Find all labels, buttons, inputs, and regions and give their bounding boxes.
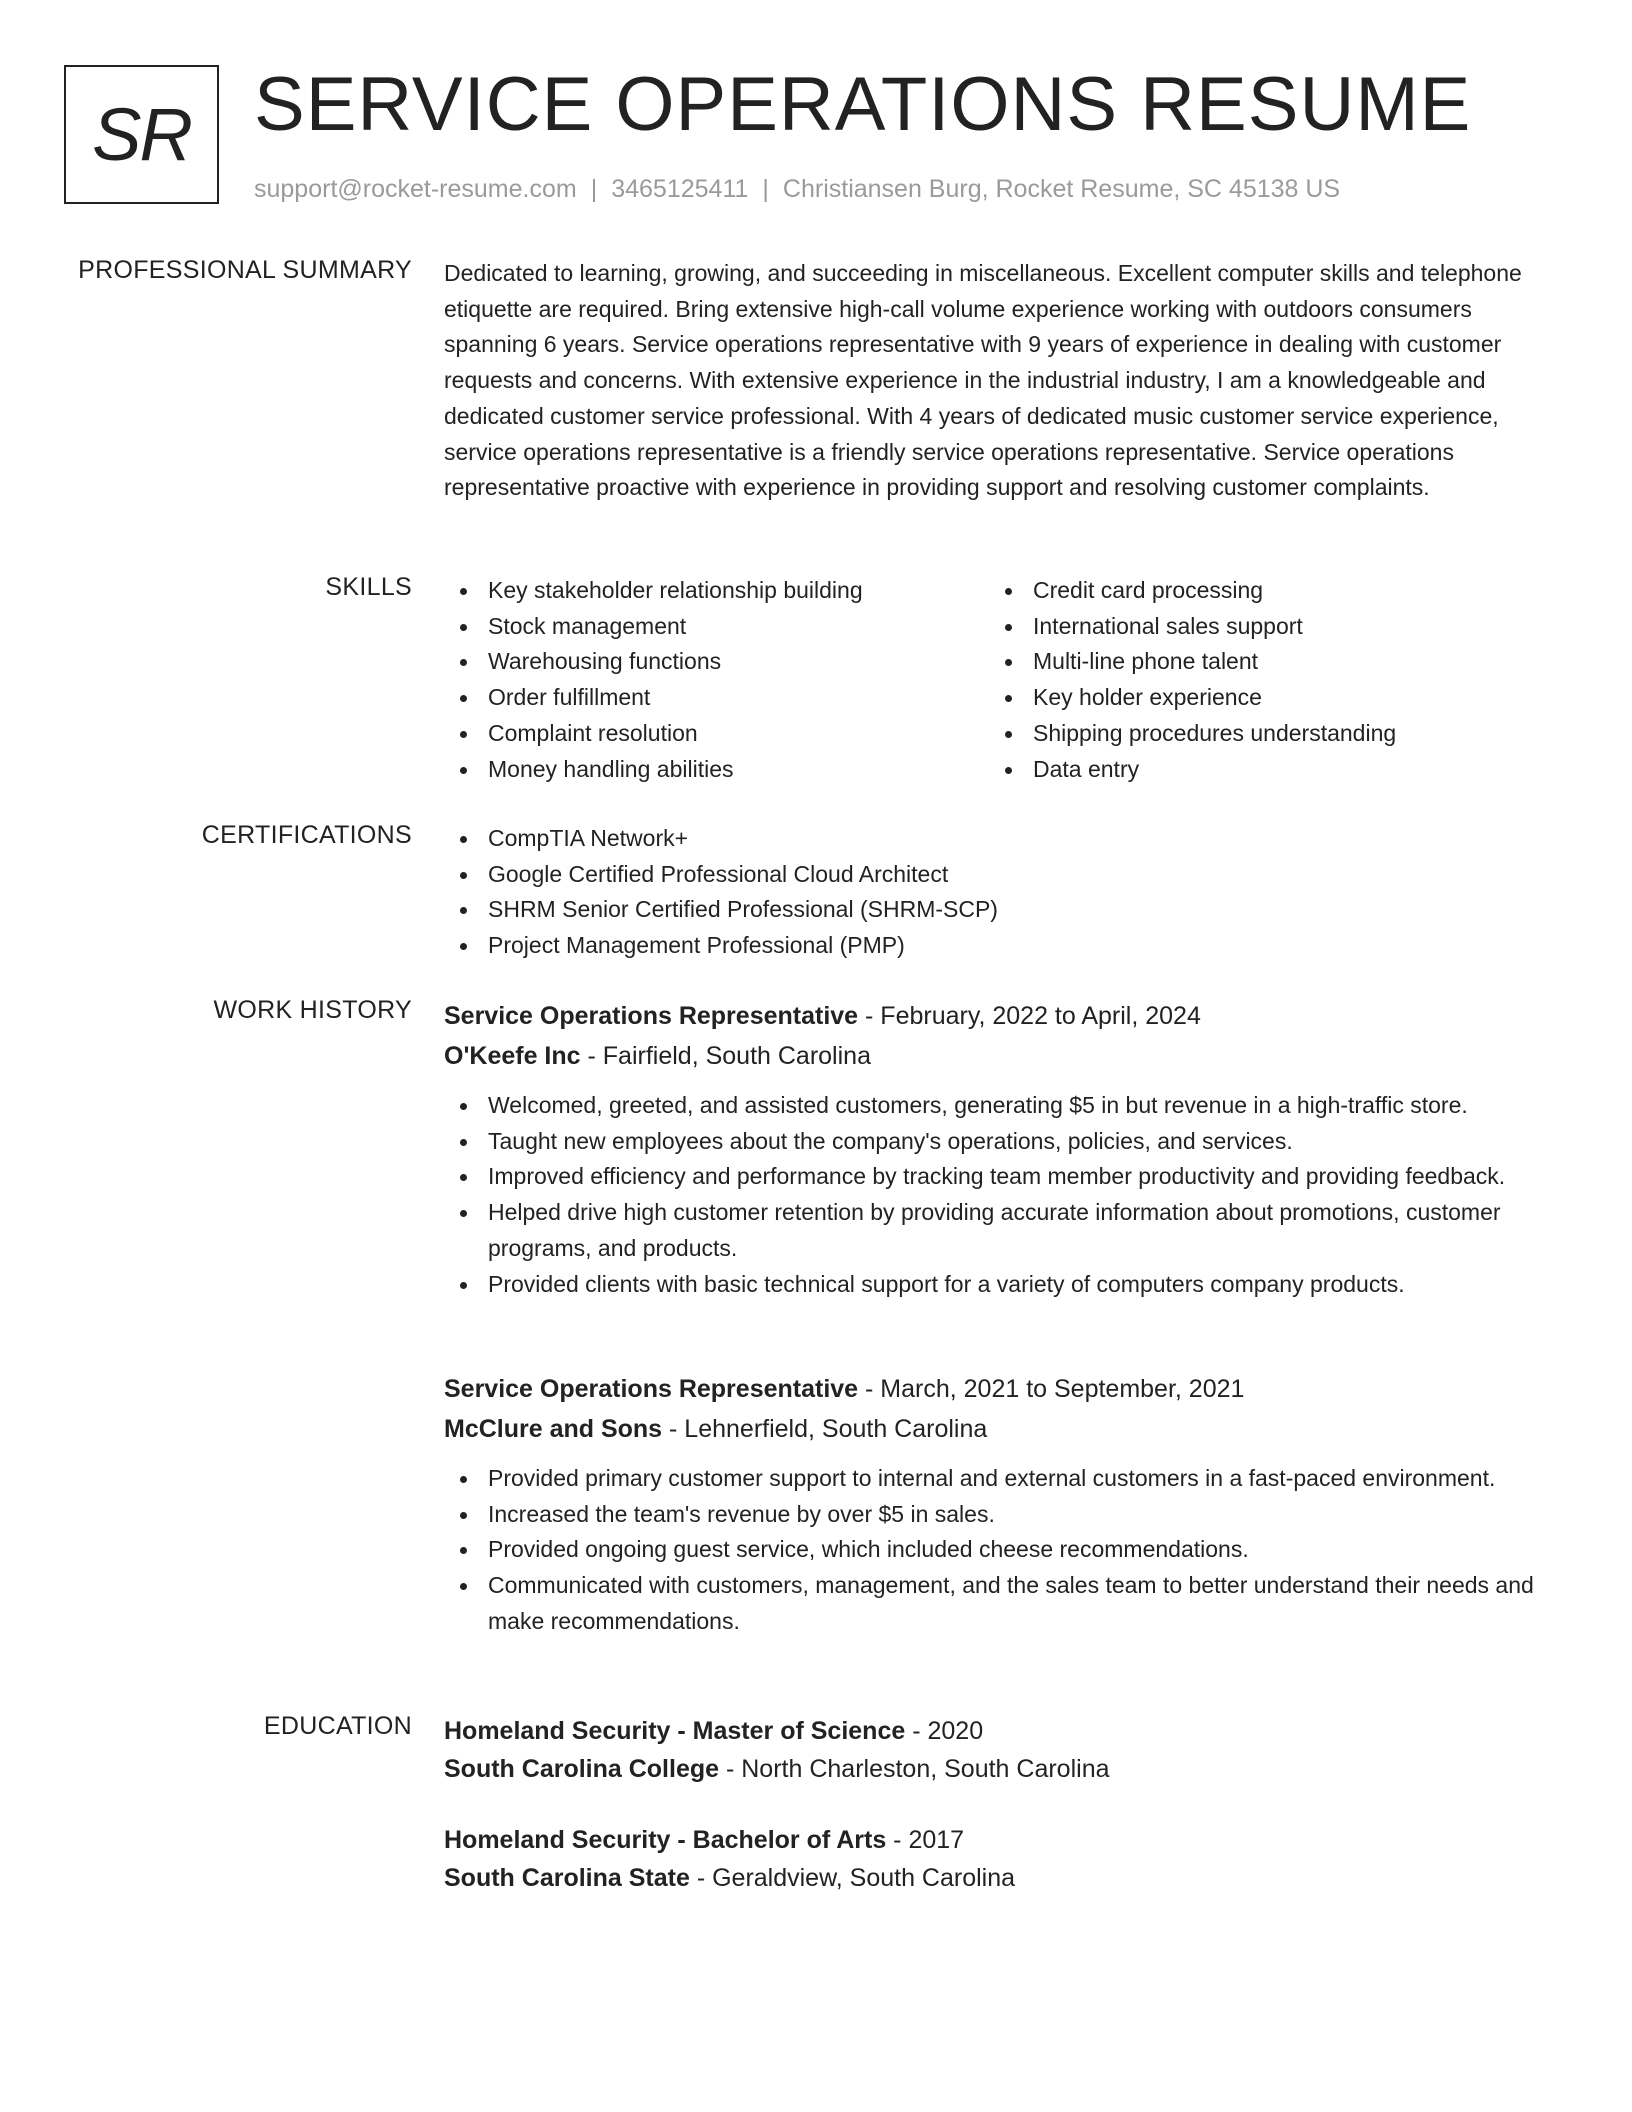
- education-entry: [444, 1821, 1544, 1897]
- degree-year: - 2017: [886, 1826, 965, 1854]
- monogram-logo: SR: [64, 65, 219, 204]
- skills-heading: SKILLS: [325, 573, 412, 601]
- skill-item: Multi-line phone talent: [989, 644, 1534, 680]
- degree: Homeland Security - Master of Science: [444, 1717, 906, 1745]
- certification-item: CompTIA Network+: [444, 821, 1544, 857]
- education-heading: EDUCATION: [263, 1712, 412, 1740]
- job-bullet: Provided clients with basic technical support for a variety of computers company products.: [444, 1267, 1544, 1303]
- job-location: - Lehnerfield, South Carolina: [662, 1415, 988, 1443]
- job-bullet: Improved efficiency and performance by tracking team member productivity and providing feedback.: [444, 1159, 1544, 1195]
- skill-item: Key stakeholder relationship building: [444, 573, 989, 609]
- job-bullet: Provided ongoing guest service, which included cheese recommendations.: [444, 1532, 1544, 1568]
- skill-item: Stock management: [444, 609, 989, 645]
- skill-item: Data entry: [989, 752, 1534, 788]
- job-dates: - March, 2021 to September, 2021: [858, 1375, 1245, 1403]
- school: South Carolina State: [444, 1864, 690, 1892]
- summary-heading: PROFESSIONAL SUMMARY: [78, 256, 412, 284]
- school-line: [444, 1750, 1544, 1788]
- skill-item: Order fulfillment: [444, 680, 989, 716]
- skill-item: International sales support: [989, 609, 1534, 645]
- job-bullet: Helped drive high customer retention by providing accurate information about promotions, customer programs, and products.: [444, 1195, 1544, 1266]
- job-title-line: [444, 1369, 1544, 1409]
- job-title-line: [444, 996, 1544, 1036]
- job-entry: [444, 996, 1544, 1302]
- certification-item: SHRM Senior Certified Professional (SHRM-SCP): [444, 892, 1544, 928]
- degree-line: [444, 1821, 1544, 1859]
- job-company-line: [444, 1409, 1544, 1449]
- contact-email[interactable]: support@rocket-resume.com: [254, 175, 577, 203]
- job-title: Service Operations Representative: [444, 1375, 859, 1403]
- skill-item: Shipping procedures understanding: [989, 716, 1534, 752]
- job-bullet: Taught new employees about the company's operations, policies, and services.: [444, 1124, 1544, 1160]
- certifications-list: [444, 821, 1544, 964]
- skill-item: Key holder experience: [989, 680, 1534, 716]
- certification-item: Project Management Professional (PMP): [444, 928, 1544, 964]
- job-bullets: [444, 1461, 1544, 1640]
- job-bullet: Provided primary customer support to internal and external customers in a fast-paced environment.: [444, 1461, 1544, 1497]
- contact-address: Christiansen Burg, Rocket Resume, SC 45138 US: [782, 175, 1341, 203]
- skill-item: Complaint resolution: [444, 716, 989, 752]
- skill-item: Credit card processing: [989, 573, 1534, 609]
- contact-line: [254, 175, 1340, 204]
- job-dates: - February, 2022 to April, 2024: [858, 1002, 1201, 1030]
- degree-line: [444, 1712, 1544, 1750]
- certification-item: Google Certified Professional Cloud Architect: [444, 857, 1544, 893]
- contact-phone[interactable]: 3465125411: [611, 175, 749, 203]
- job-company-line: [444, 1036, 1544, 1076]
- skills-list-right: [989, 573, 1534, 787]
- contact-separator: |: [762, 175, 769, 203]
- summary-text: Dedicated to learning, growing, and succeeding in miscellaneous. Excellent computer skills and telephone etiquette are required. Bring extensive high-call volume experience working with outdoors consumers spanning 6 years. Service operations representative with 9 years of experience in dealing with customer requests and concerns. With extensive experience in the industrial industry, I am a knowledgeable and dedicated customer service professional. With 4 years of dedicated music customer service experience, service operations representative is a friendly service operations representative. Service operations representative proactive with experience in providing support and resolving customer complaints.: [444, 260, 1522, 501]
- job-bullet: Communicated with customers, management, and the sales team to better understand their needs and make recommendations.: [444, 1568, 1544, 1639]
- work-history-heading: WORK HISTORY: [213, 996, 412, 1024]
- contact-separator: |: [590, 175, 598, 203]
- school-location: - North Charleston, South Carolina: [719, 1755, 1110, 1783]
- job-bullet: Increased the team's revenue by over $5 in sales.: [444, 1497, 1544, 1533]
- job-entry: [444, 1369, 1544, 1640]
- school-line: [444, 1859, 1544, 1897]
- school: South Carolina College: [444, 1755, 720, 1783]
- job-location: - Fairfield, South Carolina: [580, 1042, 871, 1070]
- certifications-heading: CERTIFICATIONS: [201, 821, 412, 849]
- job-title: Service Operations Representative: [444, 1002, 859, 1030]
- job-company: O'Keefe Inc: [444, 1042, 581, 1070]
- job-bullet: Welcomed, greeted, and assisted customers, generating $5 in but revenue in a high-traffic store.: [444, 1088, 1544, 1124]
- degree: Homeland Security - Bachelor of Arts: [444, 1826, 887, 1854]
- job-bullets: [444, 1088, 1544, 1302]
- school-location: - Geraldview, South Carolina: [689, 1864, 1016, 1892]
- skill-item: Warehousing functions: [444, 644, 989, 680]
- skills-list-left: [444, 573, 989, 787]
- resume-title: SERVICE OPERATIONS RESUME: [254, 62, 1472, 147]
- resume-header: [64, 62, 1564, 215]
- education-entry: [444, 1712, 1544, 1788]
- job-company: McClure and Sons: [444, 1415, 663, 1443]
- degree-year: - 2020: [905, 1717, 984, 1745]
- skill-item: Money handling abilities: [444, 752, 989, 788]
